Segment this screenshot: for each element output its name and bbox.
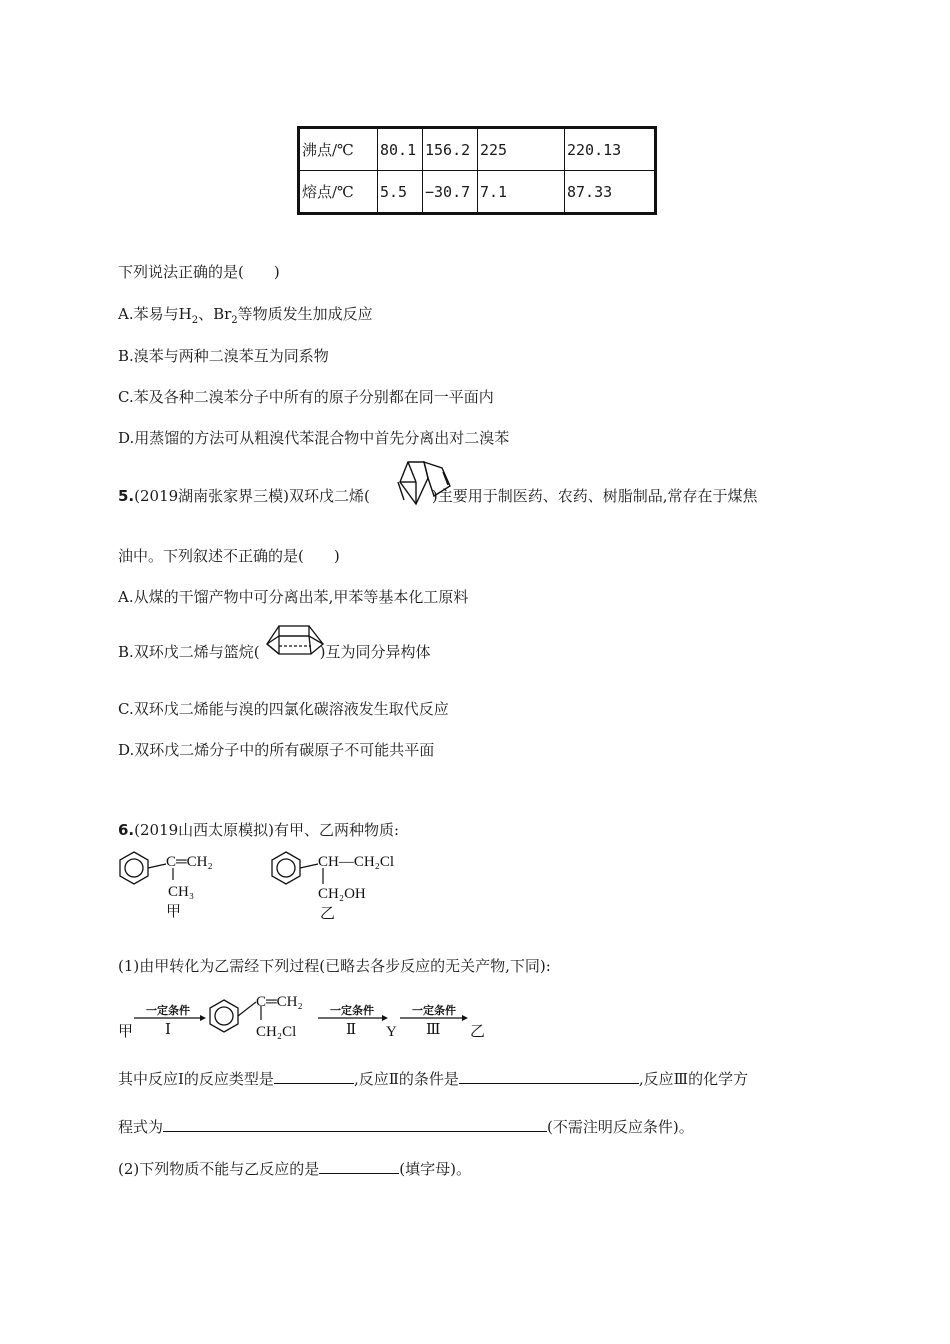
table-cell: 156.2 <box>423 128 478 171</box>
scheme-end: 乙 <box>470 1024 486 1040</box>
q5-option-d: D.双环戊二烯分子中的所有碳原子不可能共平面 <box>118 741 435 759</box>
q6-stem-text: (2019山西太原模拟)有甲、乙两种物质: <box>134 821 400 839</box>
fill-text: ,反应Ⅲ的化学方 <box>638 1070 749 1088</box>
table-cell: 熔点/℃ <box>299 171 378 214</box>
arrow2-step: Ⅱ <box>346 1022 357 1038</box>
q6-part2 <box>118 1158 471 1179</box>
fill-text: ,反应Ⅱ的条件是 <box>353 1070 459 1088</box>
question-number: 5. <box>118 487 135 505</box>
answer-blank[interactable] <box>319 1158 399 1174</box>
q5-line2: 油中。下列叙述不正确的是( ) <box>118 547 340 565</box>
compound-yi-structure <box>270 850 410 922</box>
fill-text: (填字母)。 <box>399 1160 471 1178</box>
yi-label: 乙 <box>320 906 336 922</box>
benzene-ring-icon <box>272 852 300 884</box>
arrow1-step: Ⅰ <box>165 1022 171 1038</box>
table-cell: 沸点/℃ <box>299 128 378 171</box>
q4-option-a-text: 、Br <box>198 305 232 323</box>
q4-option-a-text: A.苯易与H <box>118 305 192 323</box>
table-cell: 87.33 <box>565 171 656 214</box>
arrow1-condition: 一定条件 <box>146 1004 190 1017</box>
jia-sub-formula: CH₃ <box>168 884 195 900</box>
arrow2-condition: 一定条件 <box>330 1004 374 1017</box>
dicyclopentadiene-structure-icon <box>390 460 460 508</box>
fill-text: (不需注明反应条件)。 <box>547 1118 694 1136</box>
scheme-start: 甲 <box>118 1024 134 1040</box>
reaction-scheme <box>118 990 518 1042</box>
subscript: 2 <box>231 315 238 326</box>
table-cell: 80.1 <box>378 128 423 171</box>
arrow3-condition: 一定条件 <box>412 1004 456 1017</box>
q4-option-d: D.用蒸馏的方法可从粗溴代苯混合物中首先分离出对二溴苯 <box>118 429 510 447</box>
table-cell: 220.13 <box>565 128 656 171</box>
fill-text: (2)下列物质不能与乙反应的是 <box>118 1160 320 1178</box>
answer-blank[interactable] <box>274 1068 354 1084</box>
intermediate-top-formula: C═CH₂ <box>256 994 303 1010</box>
q4-stem: 下列说法正确的是( ) <box>118 263 280 281</box>
arrow3-step: Ⅲ <box>426 1022 441 1038</box>
q6-stem <box>118 819 399 840</box>
compound-jia-structure <box>118 850 238 920</box>
basketane-structure-icon <box>265 622 327 662</box>
q5-option-b-pre: B.双环戊二烯与篮烷( <box>118 643 260 661</box>
yi-sub-formula: CH₂OH <box>318 886 366 902</box>
fill-text: 程式为 <box>118 1118 164 1136</box>
table-row <box>299 128 656 171</box>
table-cell: −30.7 <box>423 171 478 214</box>
table-cell: 225 <box>478 128 565 171</box>
answer-blank[interactable] <box>459 1068 639 1084</box>
intermediate-sub-formula: CH₂Cl <box>256 1024 297 1040</box>
q4-option-a-text: 等物质发生加成反应 <box>237 305 373 323</box>
q4-option-b: B.溴苯与两种二溴苯互为同系物 <box>118 347 329 365</box>
answer-blank[interactable] <box>163 1116 547 1132</box>
jia-label: 甲 <box>166 904 182 920</box>
q5-stem-pre: (2019湖南张家界三模)双环戊二烯( <box>134 487 370 505</box>
question-number: 6. <box>118 821 135 839</box>
q5-stem-post: )主要用于制医药、农药、树脂制品,常存在于煤焦 <box>431 487 758 505</box>
fill-text: 其中反应Ⅰ的反应类型是 <box>118 1070 274 1088</box>
table-cell: 5.5 <box>378 171 423 214</box>
subscript: 2 <box>191 315 199 326</box>
table-cell: 7.1 <box>478 171 565 214</box>
q5-option-a: A.从煤的干馏产物中可分离出苯,甲苯等基本化工原料 <box>118 588 469 606</box>
yi-top-formula: CH—CH₂Cl <box>318 854 395 870</box>
property-table <box>297 126 657 215</box>
benzene-ring-icon <box>210 1000 238 1032</box>
jia-top-formula: C═CH₂ <box>166 854 213 870</box>
benzene-ring-icon <box>120 852 148 884</box>
q4-option-a <box>118 303 373 326</box>
q6-fill-line1 <box>118 1068 748 1089</box>
table-row <box>299 171 656 214</box>
q6-part1: (1)由甲转化为乙需经下列过程(已略去各步反应的无关产物,下同): <box>118 957 551 975</box>
q4-option-c: C.苯及各种二溴苯分子中所有的原子分别都在同一平面内 <box>118 388 494 406</box>
q5-option-c: C.双环戊二烯能与溴的四氯化碳溶液发生取代反应 <box>118 700 449 718</box>
q5-option-b-post: )互为同分异构体 <box>319 643 431 661</box>
q6-fill-line2 <box>118 1116 694 1137</box>
scheme-y: Y <box>386 1024 397 1040</box>
